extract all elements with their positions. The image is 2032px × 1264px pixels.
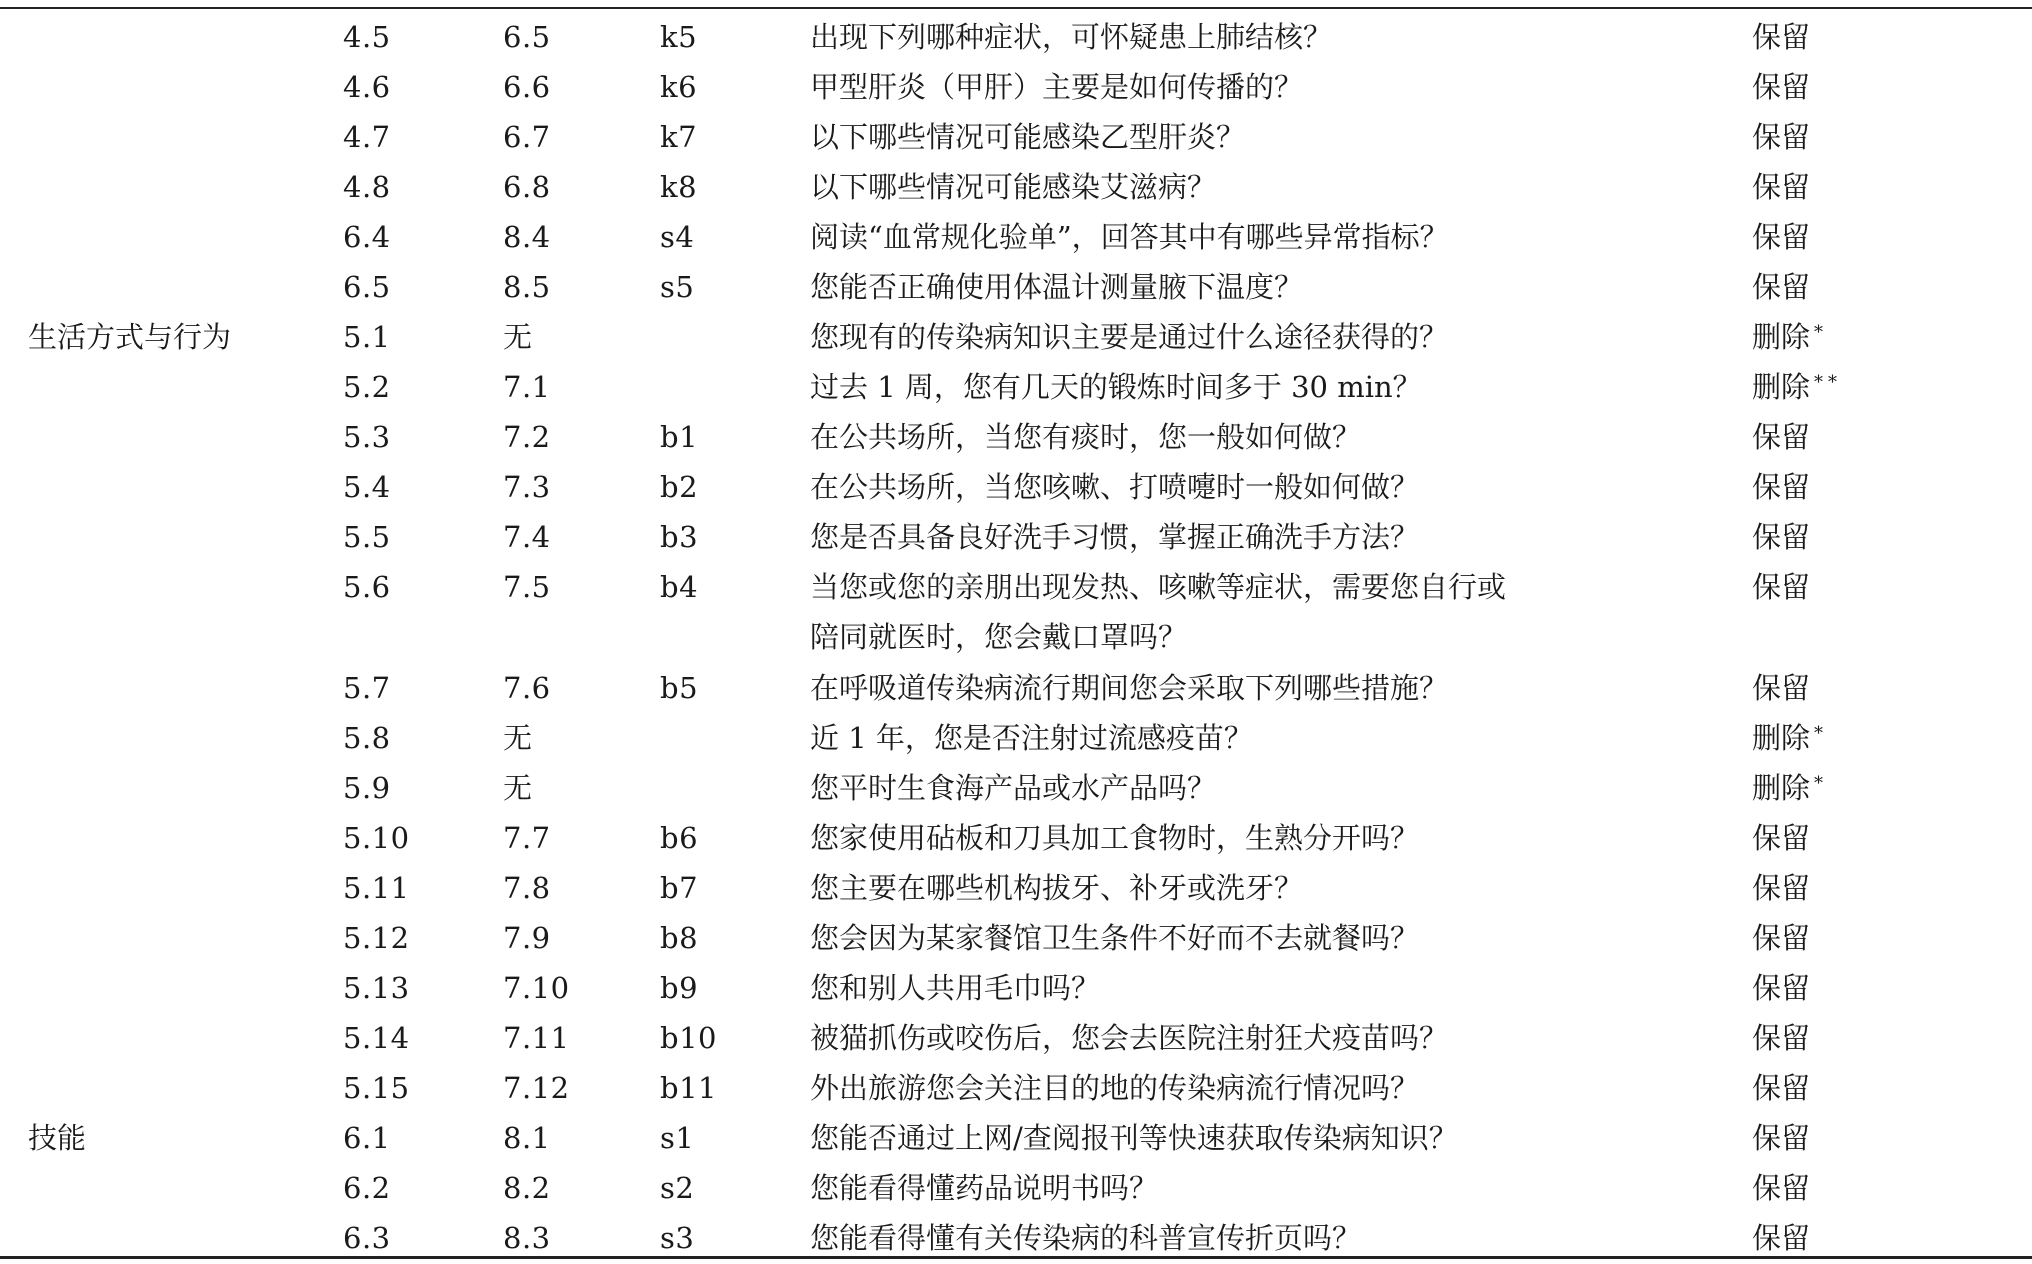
question-text: 出现下列哪种症状，可怀疑患上肺结核？ [810, 20, 1333, 54]
table-row [0, 162, 2032, 212]
result-text: 保留 [1752, 219, 1811, 254]
item-number-cell [335, 12, 495, 62]
question-text: 您能否正确使用体温计测量腋下温度？ [810, 270, 1304, 304]
dimension-cell [0, 262, 335, 312]
revised-number-cell [495, 1063, 660, 1113]
question-cell [810, 362, 1752, 412]
item-code-cell [660, 763, 810, 813]
revised-number-cell-text: 8.5 [503, 269, 551, 304]
revised-number-cell-text: 7.7 [503, 820, 551, 855]
result-text: 保留 [1752, 519, 1811, 554]
dimension-cell-text: 生活方式与行为 [28, 319, 232, 354]
result-text: 保留 [1752, 269, 1811, 304]
question-cell [810, 62, 1752, 112]
revised-number-cell [495, 412, 660, 462]
result-cell [1752, 763, 2032, 813]
item-code-cell [660, 112, 810, 162]
revised-number-cell-text: 6.8 [503, 169, 551, 204]
dimension-cell [0, 1163, 335, 1213]
item-number-cell-text: 5.4 [343, 469, 391, 504]
item-number-cell [335, 412, 495, 462]
item-number-cell [335, 663, 495, 713]
result-cell [1752, 12, 2032, 62]
item-code-cell [660, 312, 810, 362]
revised-number-cell-text: 7.8 [503, 870, 551, 905]
result-text: 保留 [1752, 670, 1811, 705]
revised-number-cell [495, 462, 660, 512]
item-code-cell-text: s3 [660, 1220, 695, 1255]
item-number-cell-text: 5.6 [343, 570, 391, 604]
item-code-cell [660, 562, 810, 663]
item-code-cell-text: k8 [660, 169, 698, 204]
dimension-cell [0, 12, 335, 62]
question-cell [810, 462, 1752, 512]
dimension-cell [0, 963, 335, 1013]
dimension-cell [0, 462, 335, 512]
result-cell [1752, 1163, 2032, 1213]
item-code-cell [660, 813, 810, 863]
item-number-cell-text: 6.5 [343, 269, 391, 304]
item-code-cell [660, 162, 810, 212]
item-code-cell-text: s4 [660, 219, 695, 254]
result-text: 保留 [1752, 169, 1811, 204]
item-code-cell [660, 1063, 810, 1113]
result-text: 保留 [1752, 920, 1811, 955]
item-code-cell-text: b9 [660, 970, 699, 1005]
item-number-cell-text: 6.1 [343, 1120, 391, 1155]
item-code-cell-text: k6 [660, 69, 698, 104]
question-text: 过去 1 周，您有几天的锻炼时间多于 30 min？ [810, 370, 1422, 404]
table-row [0, 1063, 2032, 1113]
result-text: 保留 [1752, 570, 1811, 604]
result-cell [1752, 512, 2032, 562]
table-row [0, 663, 2032, 713]
item-number-cell-text: 5.15 [343, 1070, 410, 1105]
item-code-cell [660, 1013, 810, 1063]
result-cell [1752, 312, 2032, 362]
question-text: 您能看得懂有关传染病的科普宣传折页吗？ [810, 1221, 1362, 1255]
item-number-cell-text: 4.5 [343, 19, 391, 54]
question-text: 您和别人共用毛巾吗？ [810, 971, 1101, 1005]
dimension-cell [0, 62, 335, 112]
question-cell [810, 162, 1752, 212]
revised-number-cell-text: 8.1 [503, 1120, 551, 1155]
question-cell [810, 312, 1752, 362]
result-text: 删除 [1752, 369, 1811, 404]
revised-number-cell-text: 7.5 [503, 570, 551, 604]
result-text: 删除 [1752, 319, 1811, 354]
revised-number-cell [495, 813, 660, 863]
item-code-cell-text: s5 [660, 269, 695, 304]
result-cell [1752, 262, 2032, 312]
significance-mark: * [1814, 772, 1829, 794]
question-text: 您能看得懂药品说明书吗？ [810, 1171, 1159, 1205]
item-code-cell [660, 663, 810, 713]
item-number-cell [335, 312, 495, 362]
table-row [0, 763, 2032, 813]
dimension-cell [0, 162, 335, 212]
revised-number-cell-text: 6.7 [503, 119, 551, 154]
item-number-cell-text: 5.11 [343, 870, 410, 905]
table-row [0, 212, 2032, 262]
table-row [0, 1013, 2032, 1063]
question-text: 阅读“血常规化验单”，回答其中有哪些异常指标？ [810, 220, 1449, 254]
item-number-cell-text: 6.4 [343, 219, 391, 254]
dimension-cell [0, 1063, 335, 1113]
item-number-cell [335, 913, 495, 963]
table-row [0, 62, 2032, 112]
item-code-cell-text: s2 [660, 1170, 695, 1205]
table-row [0, 12, 2032, 62]
result-cell [1752, 813, 2032, 863]
question-cell [810, 262, 1752, 312]
table-row [0, 462, 2032, 512]
table-body [0, 12, 2032, 1263]
dimension-cell-text [28, 562, 335, 612]
item-code-cell [660, 12, 810, 62]
result-cell [1752, 112, 2032, 162]
revised-number-cell-text: 7.10 [503, 970, 570, 1005]
result-cell [1752, 963, 2032, 1013]
revised-number-cell [495, 312, 660, 362]
revised-number-cell [495, 1113, 660, 1163]
item-number-cell-text: 5.10 [343, 820, 410, 855]
revised-number-cell [495, 212, 660, 262]
result-cell [1752, 713, 2032, 763]
question-text: 被猫抓伤或咬伤后，您会去医院注射狂犬疫苗吗？ [810, 1021, 1449, 1055]
revised-number-cell-text: 7.3 [503, 469, 551, 504]
table-row [0, 863, 2032, 913]
revised-number-cell-text: 8.4 [503, 219, 551, 254]
item-number-cell [335, 963, 495, 1013]
item-table [0, 12, 2032, 1263]
table-row [0, 562, 2032, 663]
item-number-cell [335, 162, 495, 212]
question-cell [810, 412, 1752, 462]
dimension-cell [0, 763, 335, 813]
question-text: 甲型肝炎（甲肝）主要是如何传播的？ [810, 70, 1304, 104]
revised-number-cell-text: 7.4 [503, 519, 551, 554]
revised-number-cell [495, 12, 660, 62]
revised-number-cell [495, 863, 660, 913]
item-code-cell-text: b3 [660, 519, 699, 554]
dimension-cell [0, 913, 335, 963]
item-number-cell-text: 5.2 [343, 369, 391, 404]
dimension-cell [0, 312, 335, 362]
table-top-rule [0, 7, 2032, 9]
item-number-cell [335, 562, 495, 663]
question-cell [810, 112, 1752, 162]
item-code-cell-text: b10 [660, 1020, 717, 1055]
question-text: 您现有的传染病知识主要是通过什么途径获得的？ [810, 320, 1449, 354]
question-cell [810, 863, 1752, 913]
question-cell [810, 12, 1752, 62]
question-cell [810, 1063, 1752, 1113]
dimension-cell [0, 663, 335, 713]
result-cell [1752, 212, 2032, 262]
item-number-cell [335, 813, 495, 863]
revised-number-cell [495, 512, 660, 562]
result-text: 删除 [1752, 720, 1811, 755]
item-code-cell-text: k5 [660, 19, 698, 54]
result-text: 保留 [1752, 419, 1811, 454]
question-cell [810, 1013, 1752, 1063]
item-number-cell [335, 262, 495, 312]
item-code-cell-text: b2 [660, 469, 699, 504]
revised-number-cell [495, 562, 660, 663]
item-number-cell [335, 763, 495, 813]
significance-mark: ** [1814, 371, 1843, 393]
item-code-cell [660, 713, 810, 763]
item-number-cell [335, 1013, 495, 1063]
revised-number-cell [495, 162, 660, 212]
result-cell [1752, 913, 2032, 963]
result-cell [1752, 1113, 2032, 1163]
significance-mark: * [1814, 722, 1829, 744]
revised-number-cell [495, 963, 660, 1013]
table-row [0, 813, 2032, 863]
result-text: 删除 [1752, 770, 1811, 805]
item-code-cell-text: s1 [660, 1120, 695, 1155]
result-cell [1752, 162, 2032, 212]
item-code-cell [660, 863, 810, 913]
question-text: 以下哪些情况可能感染乙型肝炎？ [810, 120, 1246, 154]
result-text: 保留 [1752, 820, 1811, 855]
dimension-cell [0, 713, 335, 763]
question-cell [810, 713, 1752, 763]
question-text: 在公共场所，当您咳嗽、打喷嚏时一般如何做？ [810, 470, 1420, 504]
result-text: 保留 [1752, 1120, 1811, 1155]
item-code-cell [660, 62, 810, 112]
revised-number-cell-text: 7.2 [503, 419, 551, 454]
dimension-cell [0, 863, 335, 913]
result-text: 保留 [1752, 1220, 1811, 1255]
revised-number-cell-text: 7.12 [503, 1070, 570, 1105]
question-text: 在公共场所，当您有痰时，您一般如何做？ [810, 420, 1362, 454]
item-number-cell-text: 5.3 [343, 419, 391, 454]
item-number-cell-text: 5.1 [343, 319, 391, 354]
table-row [0, 262, 2032, 312]
result-text: 保留 [1752, 1170, 1811, 1205]
revised-number-cell-text: 无 [503, 770, 533, 805]
revised-number-cell [495, 713, 660, 763]
revised-number-cell-text: 6.5 [503, 19, 551, 54]
result-cell [1752, 663, 2032, 713]
question-text: 您会因为某家餐馆卫生条件不好而不去就餐吗？ [810, 921, 1420, 955]
item-number-cell-text: 5.7 [343, 670, 391, 705]
result-text: 保留 [1752, 19, 1811, 54]
item-number-cell-text: 4.8 [343, 169, 391, 204]
question-text: 您平时生食海产品或水产品吗？ [810, 771, 1217, 805]
result-text: 保留 [1752, 469, 1811, 504]
table-row [0, 1163, 2032, 1213]
revised-number-cell [495, 362, 660, 412]
question-cell [810, 813, 1752, 863]
item-code-cell [660, 512, 810, 562]
dimension-cell [0, 112, 335, 162]
dimension-cell [0, 212, 335, 262]
table-row [0, 913, 2032, 963]
question-text: 外出旅游您会关注目的地的传染病流行情况吗？ [810, 1071, 1420, 1105]
table-row [0, 713, 2032, 763]
item-number-cell-text: 4.7 [343, 119, 391, 154]
item-code-cell [660, 212, 810, 262]
table-row [0, 512, 2032, 562]
table-row [0, 963, 2032, 1013]
item-code-cell-text: b8 [660, 920, 699, 955]
question-text: 在呼吸道传染病流行期间您会采取下列哪些措施？ [810, 671, 1449, 705]
revised-number-cell [495, 1163, 660, 1213]
revised-number-cell-text: 无 [503, 720, 533, 755]
question-text: 您能否通过上网/查阅报刊等快速获取传染病知识？ [810, 1121, 1458, 1155]
result-text: 保留 [1752, 970, 1811, 1005]
table-row [0, 112, 2032, 162]
question-cell [810, 512, 1752, 562]
item-number-cell [335, 1113, 495, 1163]
table-row [0, 412, 2032, 462]
revised-number-cell-text: 7.6 [503, 670, 551, 705]
revised-number-cell-text: 8.3 [503, 1220, 551, 1255]
dimension-cell [0, 813, 335, 863]
item-code-cell-text: b4 [660, 570, 699, 604]
question-cell [810, 913, 1752, 963]
item-number-cell-text: 5.13 [343, 970, 410, 1005]
result-cell [1752, 562, 2032, 663]
question-text: 您家使用砧板和刀具加工食物时，生熟分开吗？ [810, 821, 1420, 855]
item-code-cell [660, 963, 810, 1013]
revised-number-cell [495, 262, 660, 312]
item-code-cell [660, 1113, 810, 1163]
dimension-cell [0, 562, 335, 663]
result-text: 保留 [1752, 69, 1811, 104]
revised-number-cell [495, 1013, 660, 1063]
item-code-cell [660, 1163, 810, 1213]
item-code-cell [660, 462, 810, 512]
item-code-cell [660, 913, 810, 963]
item-number-cell-text: 5.12 [343, 920, 410, 955]
revised-number-cell [495, 763, 660, 813]
item-code-cell-text: b6 [660, 820, 699, 855]
question-cell [810, 1163, 1752, 1213]
dimension-cell [0, 412, 335, 462]
item-number-cell [335, 112, 495, 162]
question-cell [810, 763, 1752, 813]
dimension-cell [0, 362, 335, 412]
result-cell [1752, 362, 2032, 412]
question-text: 近 1 年，您是否注射过流感疫苗？ [810, 721, 1253, 755]
dimension-cell [0, 512, 335, 562]
item-number-cell [335, 362, 495, 412]
question-cell [810, 212, 1752, 262]
question-text: 以下哪些情况可能感染艾滋病？ [810, 170, 1217, 204]
result-text: 保留 [1752, 1070, 1811, 1105]
question-cell [810, 562, 1752, 663]
item-number-cell-text: 6.3 [343, 1220, 391, 1255]
table-bottom-rule [0, 1256, 2032, 1259]
item-number-cell-text: 5.9 [343, 770, 391, 805]
revised-number-cell [495, 663, 660, 713]
question-text: 您主要在哪些机构拔牙、补牙或洗牙？ [810, 871, 1304, 905]
revised-number-cell [495, 62, 660, 112]
question-cell [810, 663, 1752, 713]
item-code-cell-text: b5 [660, 670, 699, 705]
question-text: 陪同就医时，您会戴口罩吗？ [810, 620, 1188, 654]
item-number-cell-text: 5.14 [343, 1020, 410, 1055]
item-code-cell [660, 262, 810, 312]
item-code-cell-text: b11 [660, 1070, 717, 1105]
revised-number-cell-text: 无 [503, 319, 533, 354]
question-cell [810, 1113, 1752, 1163]
dimension-cell [0, 1013, 335, 1063]
revised-number-cell [495, 913, 660, 963]
table-row [0, 312, 2032, 362]
result-cell [1752, 62, 2032, 112]
item-number-cell [335, 462, 495, 512]
item-number-cell [335, 62, 495, 112]
result-cell [1752, 1013, 2032, 1063]
result-cell [1752, 412, 2032, 462]
item-code-cell [660, 362, 810, 412]
item-number-cell-text: 5.8 [343, 720, 391, 755]
question-text: 当您或您的亲朋出现发热、咳嗽等症状，需要您自行或 [810, 570, 1507, 604]
item-number-cell [335, 863, 495, 913]
revised-number-cell-text: 7.1 [503, 369, 551, 404]
item-code-cell-text: b1 [660, 419, 699, 454]
item-number-cell [335, 512, 495, 562]
dimension-cell [0, 1113, 335, 1163]
revised-number-cell-text: 6.6 [503, 69, 551, 104]
revised-number-cell-text: 7.11 [503, 1020, 570, 1055]
question-text: 您是否具备良好洗手习惯，掌握正确洗手方法？ [810, 520, 1420, 554]
item-number-cell [335, 212, 495, 262]
revised-number-cell-text: 8.2 [503, 1170, 551, 1205]
revised-number-cell [495, 112, 660, 162]
result-text: 保留 [1752, 119, 1811, 154]
result-text: 保留 [1752, 870, 1811, 905]
item-number-cell-text: 5.5 [343, 519, 391, 554]
question-cell [810, 963, 1752, 1013]
item-number-cell-text: 4.6 [343, 69, 391, 104]
result-cell [1752, 863, 2032, 913]
item-code-cell [660, 412, 810, 462]
item-number-cell [335, 713, 495, 763]
table-row [0, 362, 2032, 412]
revised-number-cell-text: 7.9 [503, 920, 551, 955]
item-code-cell-text: b7 [660, 870, 699, 905]
significance-mark: * [1814, 321, 1829, 343]
result-cell [1752, 462, 2032, 512]
item-code-cell-text: k7 [660, 119, 698, 154]
result-cell [1752, 1063, 2032, 1113]
item-number-cell-text: 6.2 [343, 1170, 391, 1205]
item-number-cell [335, 1163, 495, 1213]
table-row [0, 1113, 2032, 1163]
result-text: 保留 [1752, 1020, 1811, 1055]
item-number-cell [335, 1063, 495, 1113]
dimension-cell-text: 技能 [28, 1120, 87, 1155]
